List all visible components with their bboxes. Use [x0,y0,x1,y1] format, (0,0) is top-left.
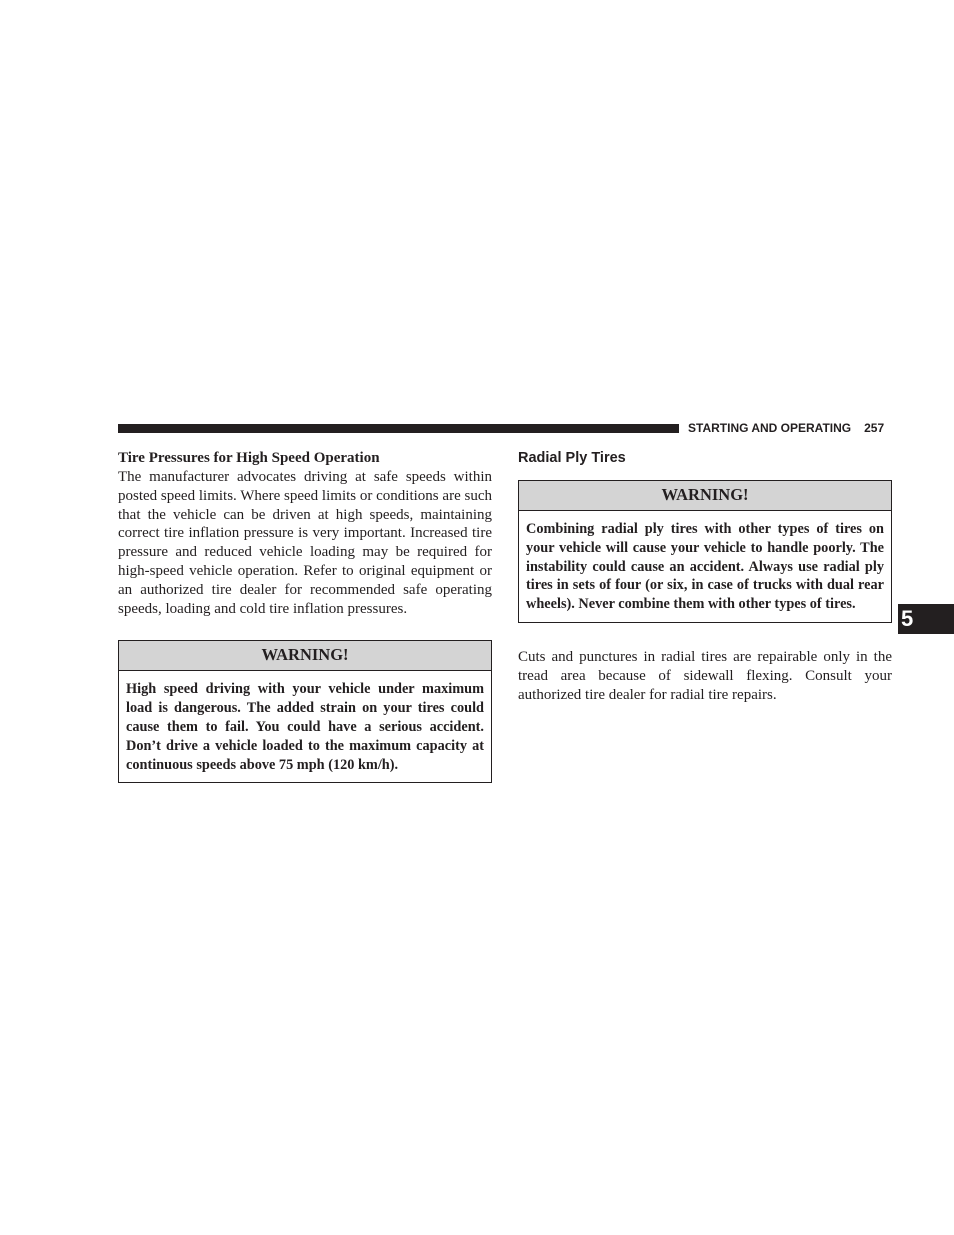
warning-box-radial-ply [518,480,892,623]
right-column [518,449,892,704]
radial-repair-paragraph: Cuts and punctures in radial tires are repairable only in the tread area because of sidewall flexing. Consult your authorized tire dealer for radial tire repairs. [518,648,892,703]
page-number: 257 [864,421,885,435]
section-heading-high-speed: Tire Pressures for High Speed Operation [118,450,380,466]
warning-title: WARNING! [519,481,891,511]
section-heading-radial-ply: Radial Ply Tires [518,450,626,466]
high-speed-paragraph: The manufacturer advocates driving at safe speeds within posted speed limits. Where speed limits or conditions are such that the vehicle can be driven at high speeds, maintaining correct tire inflation pressure is very important. Increased tire pressure and reduced vehicle loading may be required for high-speed vehicle operation. Refer to original equipment or an authorized tire dealer for recommended safe operating speeds, loading and cold tire inflation pressures. [118,469,492,617]
section-title: STARTING AND OPERATING [688,421,852,435]
header-rule [118,424,679,433]
warning-text: Combining radial ply tires with other types of tires on your vehicle will cause your vehicle to handle poorly. The instability could cause an accident. Always use radial ply tires in sets of four (or six, in case of trucks with dual rear wheels). Never combine them with other types of tires. [526,521,884,613]
warning-title: WARNING! [119,641,491,671]
warning-text: High speed driving with your vehicle under maximum load is dangerous. The added strain on your tires could cause them to fail. You could have a serious accident. Don’t drive a vehicle loaded to the maximum capacity at continuous speeds above 75 mph (120 km/h). [126,681,484,773]
warning-box-high-speed [118,640,492,783]
chapter-tab: 5 [898,604,954,634]
left-column [118,449,492,783]
running-header [688,420,892,436]
